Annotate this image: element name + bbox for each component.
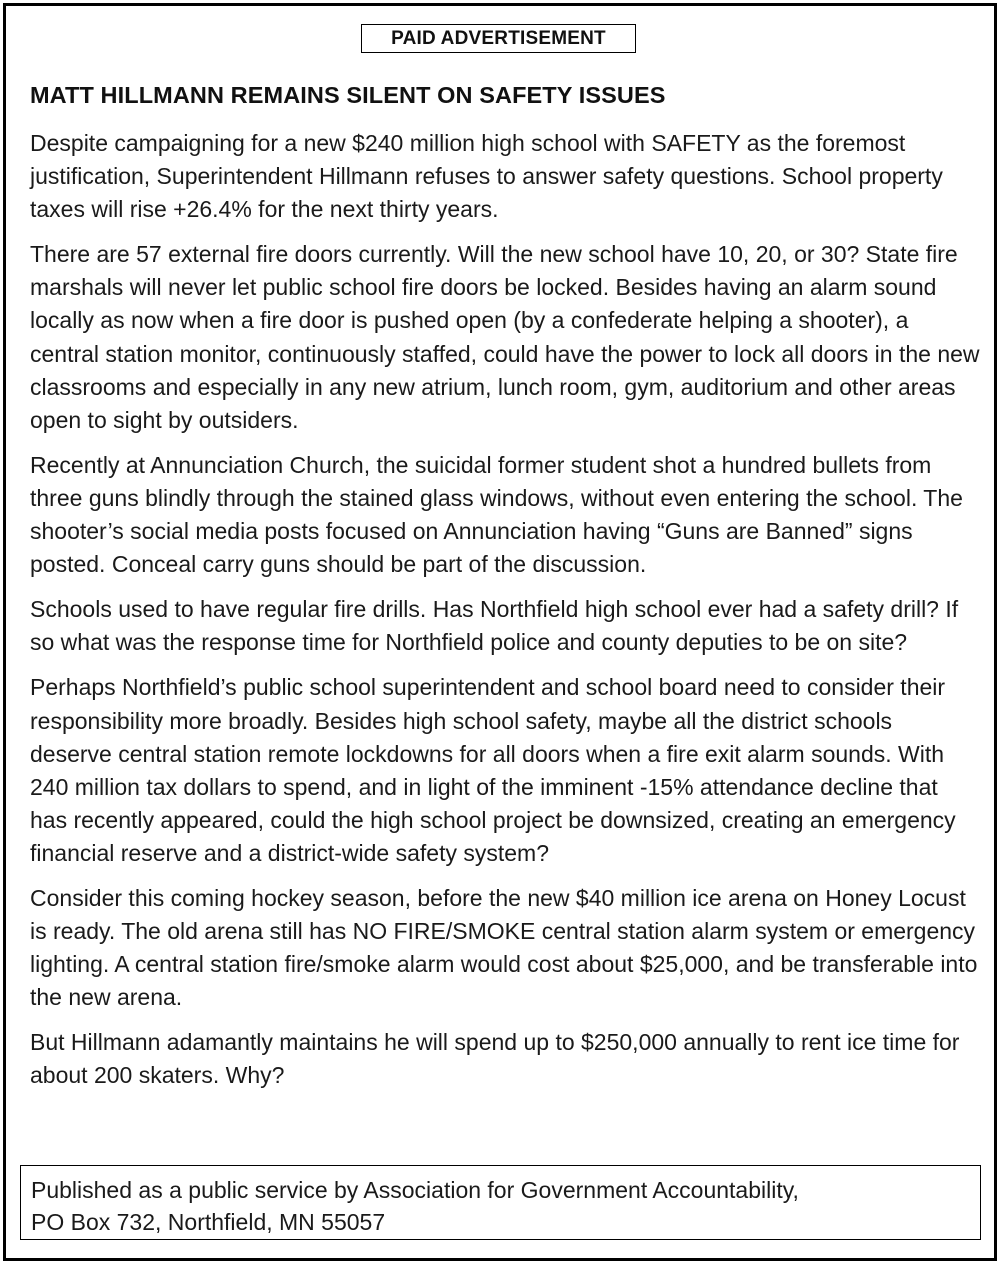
publisher-line: Published as a public service by Association for Government Accountability, [31,1177,799,1203]
paragraph-hockey-arena: Consider this coming hockey season, before the new $40 million ice arena on Honey Locust is ready. The old arena still has NO FIRE/SMOKE central station alarm system or emergency lighting. A central station fire/smoke alarm would cost about $25,000, and be transferable into the new arena. [30,884,978,1011]
ad-body [30,127,980,1105]
paragraph-safety-drills: Schools used to have regular fire drills. Has Northfield high school ever had a safety drill? If so what was the response time for Northfield police and county deputies to be on site? [30,596,959,656]
publisher-footer [20,1165,981,1240]
publisher-address: PO Box 732, Northfield, MN 55057 [31,1209,386,1235]
paid-advertisement-label: PAID ADVERTISEMENT [361,24,636,53]
paragraph-district-safety: Perhaps Northfield’s public school superintendent and school board need to consider their responsibility more broadly. Besides high school safety, maybe all the district schools deserve central station remote lockdowns for all doors when a fire exit alarm sounds. With 240 million tax dollars to spend, and in light of the imminent -15% attendance decline that has recently appeared, could the high school project be downsized, creating an emergency financial reserve and a district-wide safety system? [30,674,956,866]
paragraph-annunciation: Recently at Annunciation Church, the suicidal former student shot a hundred bullets from three guns blindly through the stained glass windows, without even entering the school. The shooter’s social media posts focused on Annunciation having “Guns are Banned” signs posted. Conceal carry guns should be part of the discussion. [30,451,963,578]
paragraph-ice-rental: But Hillmann adamantly maintains he will spend up to $250,000 annually to rent ice time for about 200 skaters. Why? [30,1029,960,1089]
headline: MATT HILLMANN REMAINS SILENT ON SAFETY ISSUES [30,82,666,108]
paragraph-tax-intro: Despite campaigning for a new $240 million high school with SAFETY as the foremost justification, Superintendent Hillmann refuses to answer safety questions. School property taxes will rise +26.4% for the next thirty years. [30,130,943,223]
paragraph-fire-doors: There are 57 external fire doors currently. Will the new school have 10, 20, or 30? State fire marshals will never let public school fire doors be locked. Besides having an alarm sound locally as now when a fire door is pushed open (by a confederate helping a shooter), a central station monitor, continuously staffed, could have the power to lock all doors in the new classrooms and especially in any new atrium, lunch room, gym, auditorium and other areas open to sight by outsiders. [30,241,980,433]
